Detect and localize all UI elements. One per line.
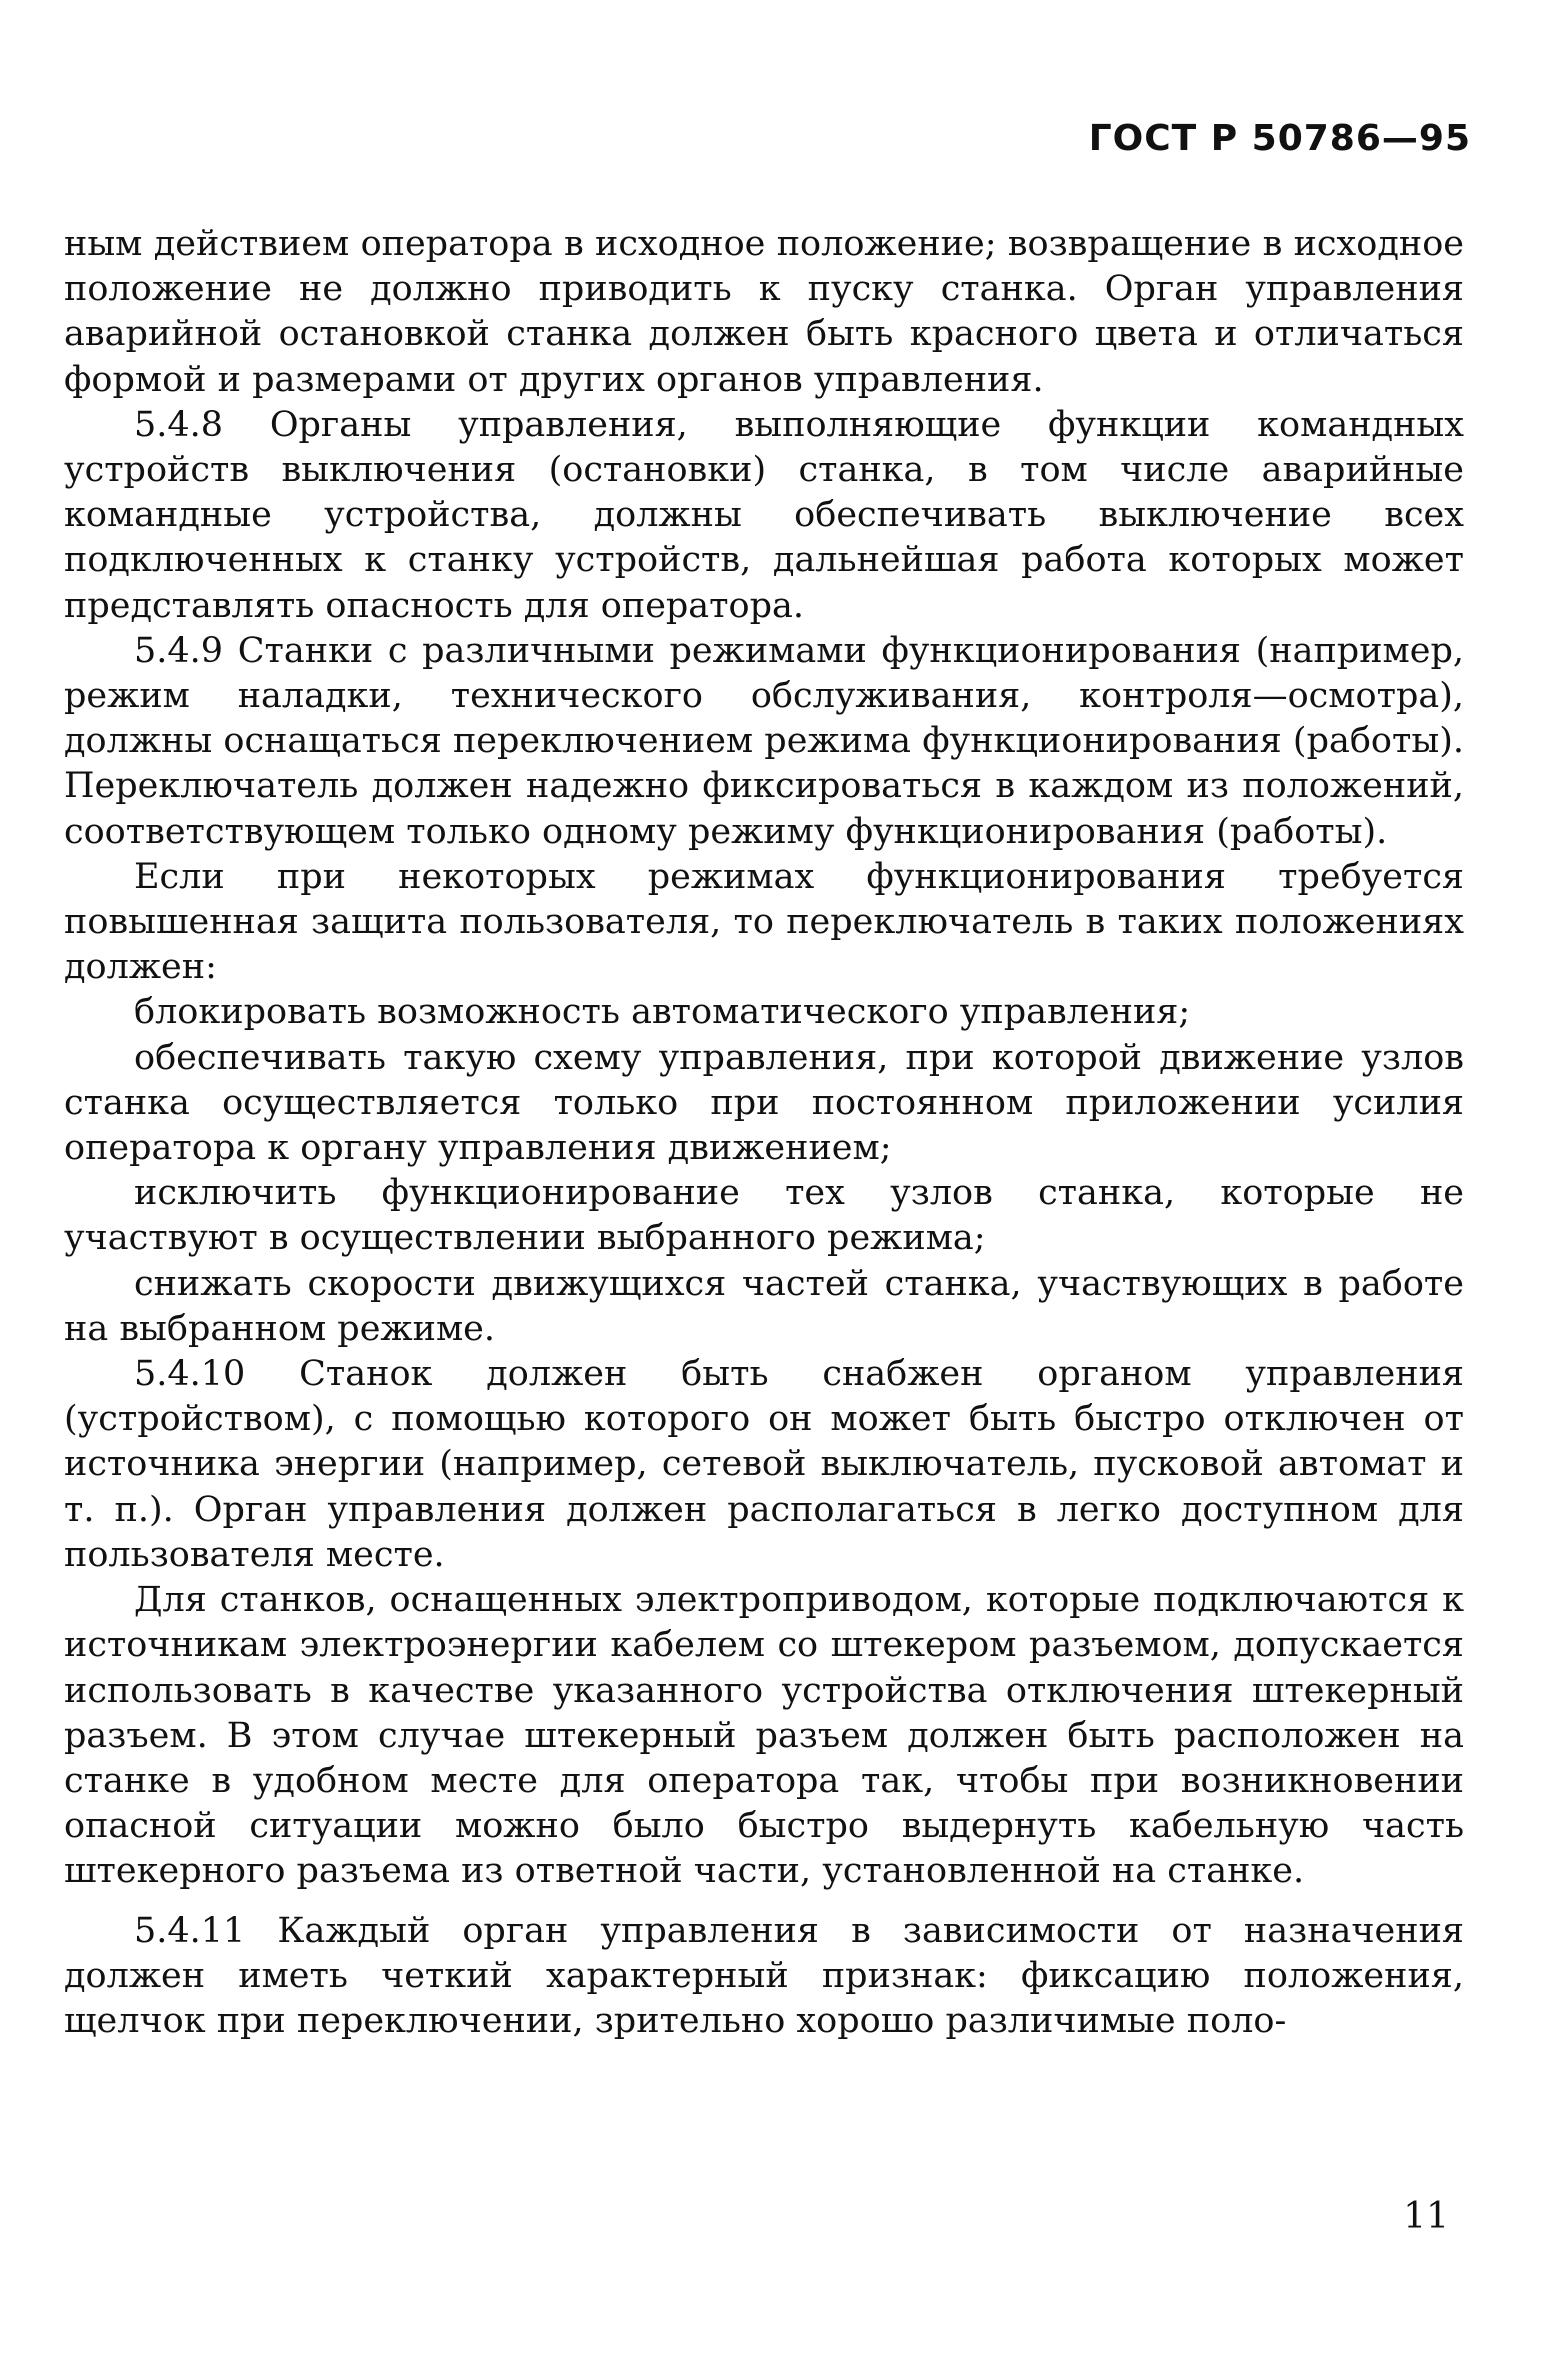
paragraph-5-4-10: 5.4.10 Станок должен быть снабжен органом управления (устройством), с помощью которого он может быть быстро отключен от источника энергии (например, сетевой выключатель, пусковой автомат и т. п.). Орган управления должен располагаться в легко доступном для пользователя месте. — [64, 1354, 1464, 1575]
document-body — [64, 222, 1464, 2044]
paragraph-continuation: ным действием оператора в исходное положение; возвращение в исходное положение не должно приводить к пуску станка. Орган управления аварийной остановкой станка должен быть красного цвета и отличаться формой и размерами от других органов управления. — [64, 224, 1464, 400]
paragraph-5-4-9: 5.4.9 Станки с различными режимами функционирования (например, режим наладки, технического обслуживания, контроля—осмотра), должны оснащаться переключением режима функционирования (работы). Переключатель должен надежно фиксироваться в каждом из положений, соответствующем только одному режиму функционирования (работы). — [64, 630, 1464, 852]
paragraph-5-4-11: 5.4.11 Каждый орган управления в зависимости от назначения должен иметь четкий характерный признак: фиксацию положения, щелчок при переключении, зрительно хорошо различимые поло- — [64, 1910, 1464, 2041]
paragraph-5-4-8: 5.4.8 Органы управления, выполняющие функции командных устройств выключения (остановки) станка, в том числе аварийные командные устройства, должны обеспечивать выключение всех подключенных к станку устройств, дальнейшая работа которых может представлять опасность для оператора. — [64, 404, 1464, 626]
paragraph-protection: Если при некоторых режимах функционирования требуется повышенная защита пользователя, то переключатель в таких положениях должен: — [64, 856, 1464, 988]
list-item-block-automatic: блокировать возможность автоматического управления; — [134, 992, 1191, 1033]
paragraph-plug-connector: Для станков, оснащенных электроприводом, которые подключаются к источникам электроэнергии кабелем со штекером разъемом, допускается использовать в качестве указанного устройства отключения штекерный разъем. В этом случае штекерный разъем должен быть расположен на станке в удобном месте для оператора так, чтобы при возникновении опасной ситуации можно было быстро выдернуть кабельную часть штекерного разъема из ответной части, установленной на станке. — [64, 1580, 1464, 1892]
list-item-reduce-speed: снижать скорости движущихся частей станка, участвующих в работе на выбранном режиме. — [64, 1263, 1464, 1349]
document-header: ГОСТ Р 50786—95 — [1088, 118, 1471, 159]
list-item-control-scheme: обеспечивать такую схему управления, при которой движение узлов станка осуществляется только при постоянном приложении усилия оператора к органу управления движением; — [64, 1037, 1464, 1169]
list-item-exclude-units: исключить функционирование тех узлов станка, которые не участвуют в осуществлении выбранного режима; — [64, 1173, 1464, 1259]
page-number: 11 — [1403, 2196, 1449, 2237]
